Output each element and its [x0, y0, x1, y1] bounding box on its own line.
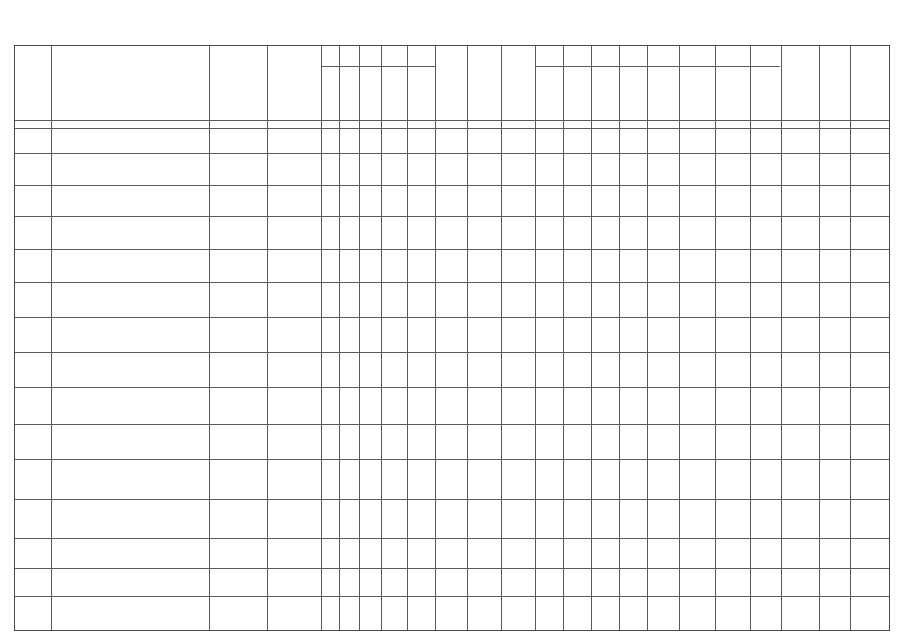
table-row-rule [15, 459, 889, 460]
table-column-rule [647, 46, 648, 630]
table-column-rule [467, 46, 468, 630]
table-row-rule [15, 249, 889, 250]
table-row-rule [15, 424, 889, 425]
data-table [14, 45, 890, 631]
table-row-rule [15, 568, 889, 569]
table-column-rule [51, 46, 52, 630]
table-column-rule [781, 46, 782, 630]
table-column-rule [321, 46, 322, 630]
group-header-rule [535, 66, 780, 67]
table-column-rule [407, 46, 408, 630]
table-row-rule [15, 185, 889, 186]
table-row-rule [15, 352, 889, 353]
table-column-rule [563, 46, 564, 630]
table-column-rule [435, 46, 436, 630]
table-column-rule [339, 46, 340, 630]
table-row-rule [15, 538, 889, 539]
table-row-rule [15, 499, 889, 500]
table-row-rule [15, 153, 889, 154]
table-column-rule [535, 46, 536, 630]
table-column-rule [359, 46, 360, 630]
table-column-rule [679, 46, 680, 630]
table-column-rule [619, 46, 620, 630]
table-row-rule [15, 120, 889, 121]
table-row-rule [15, 317, 889, 318]
table-column-rule [381, 46, 382, 630]
table-column-rule [750, 46, 751, 630]
table-row-rule [15, 216, 889, 217]
page-number [444, 28, 464, 38]
table-row-rule [15, 282, 889, 283]
table-column-rule [819, 46, 820, 630]
table-row-rule [15, 128, 889, 129]
table-column-rule [209, 46, 210, 630]
table-column-rule [850, 46, 851, 630]
table-column-rule [501, 46, 502, 630]
table-column-rule [715, 46, 716, 630]
table-row-rule [15, 596, 889, 597]
table-column-rule [267, 46, 268, 630]
table-column-rule [591, 46, 592, 630]
table-row-rule [15, 387, 889, 388]
